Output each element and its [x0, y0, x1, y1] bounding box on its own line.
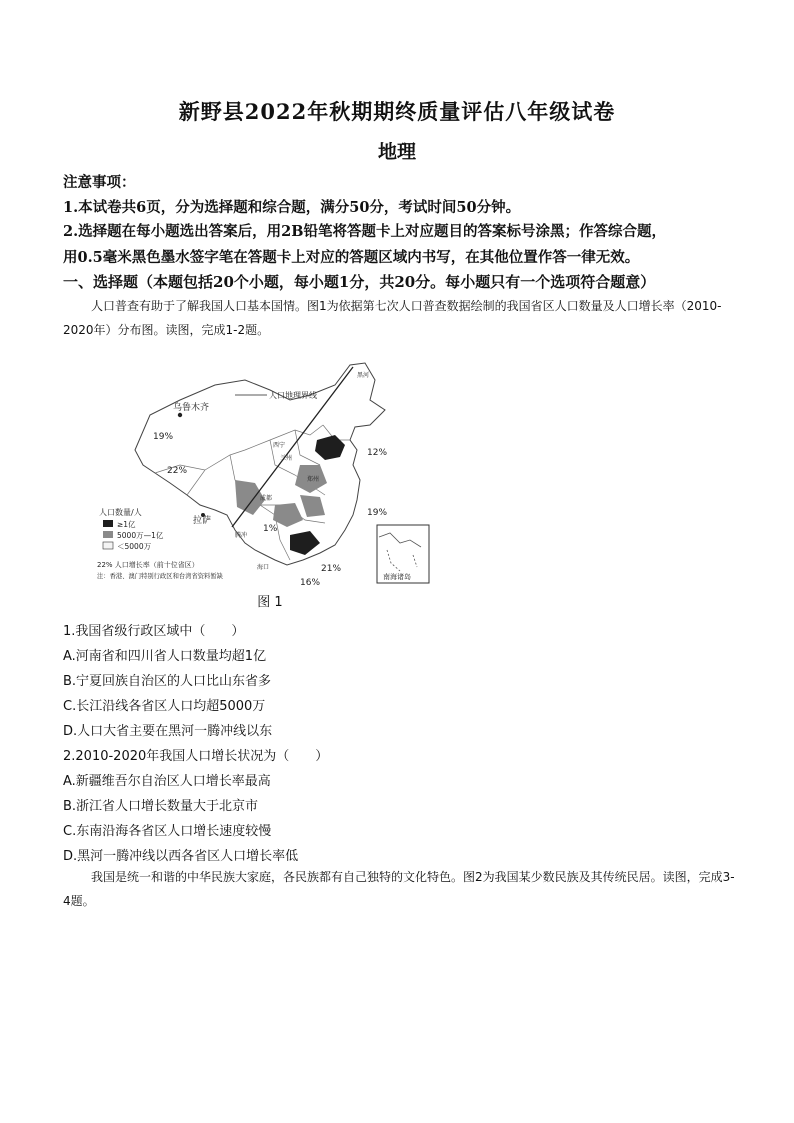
question-2-stem: 2.2010-2020年我国人口增长状况为（ ） — [63, 749, 329, 764]
china-outline — [135, 363, 388, 565]
label-urumqi: 乌鲁木齐 — [173, 403, 210, 413]
legend-swatch-low — [103, 542, 113, 549]
label-lhasa: 拉萨 — [193, 516, 212, 526]
legend-high: ≥1亿 — [117, 520, 136, 529]
label-haikou: 海口 — [257, 564, 270, 571]
question-1-option-b: B.宁夏回族自治区的人口比山东省多 — [63, 674, 272, 689]
question-2-option-b: B.浙江省人口增长数量大于北京市 — [63, 799, 259, 814]
question-2-option-c: C.东南沿海各省区人口增长速度较慢 — [63, 824, 272, 839]
rate-22: 22% — [167, 466, 188, 476]
exam-subject: 地理 — [377, 141, 416, 163]
legend-low: ＜5000万 — [117, 542, 152, 551]
question-1-option-c: C.长江沿线各省区人口均超5000万 — [63, 699, 266, 714]
notice-item-2a: 2.选择题在每小题选出答案后，用2B铅笔将答题卡上对应题目的答案标号涂黑；作答综合题， — [63, 223, 666, 240]
question-1-stem: 1.我国省级行政区域中（ ） — [63, 624, 245, 639]
legend-swatch-mid — [103, 531, 113, 538]
label-lanzhou: 兰州 — [280, 455, 293, 462]
exam-title: 新野县2022年秋期期终质量评估八年级试卷 — [178, 99, 616, 124]
notice-item-2b: 用0.5毫米黑色墨水签字笔在答题卡上对应的答题区域内书写，在其他位置作答一律无效。 — [63, 249, 640, 266]
legend-title: 人口数量/人 — [99, 508, 142, 517]
legend-swatch-high — [103, 520, 113, 527]
figure-caption: 图 1 — [257, 595, 283, 610]
question-2-option-a: A.新疆维吾尔自治区人口增长率最高 — [63, 774, 271, 789]
line-label: 人口地理界线 — [269, 391, 317, 400]
intro-paragraph-1: 人口普查有助于了解我国人口基本国情。图1为依据第七次人口普查数据绘制的我国省区人口数量及人口增长率（2010-2020年）分布图。读图，完成1-2题。 — [63, 299, 722, 337]
urumqi-dot — [178, 413, 182, 417]
label-heihe: 黑河 — [357, 372, 370, 379]
label-tengchong: 腾冲 — [235, 532, 248, 539]
china-population-map — [95, 355, 435, 590]
legend-note: 注：香港、澳门特别行政区和台湾省资料暂缺 — [97, 573, 223, 580]
section-heading: 一、选择题（本题包括20个小题，每小题1分，共20分。每小题只有一个选项符合题意） — [63, 273, 656, 291]
label-south-sea: 南海诸岛 — [383, 573, 411, 581]
notice-heading: 注意事项： — [63, 174, 136, 191]
question-2-option-d: D.黑河一腾冲线以西各省区人口增长率低 — [63, 849, 299, 864]
rate-1: 1% — [263, 524, 278, 534]
label-chengdu: 成都 — [260, 495, 273, 502]
rate-12: 12% — [367, 448, 388, 458]
rate-21: 21% — [321, 564, 342, 574]
legend-mid: 5000万—1亿 — [117, 531, 164, 540]
rate-19a: 19% — [153, 432, 174, 442]
legend-rate: 22% 人口增长率（前十位省区） — [97, 561, 199, 569]
notice-item-1: 1.本试卷共6页，分为选择题和综合题，满分50分，考试时间50分钟。 — [63, 199, 521, 216]
label-zhengzhou: 郑州 — [307, 476, 320, 483]
intro-paragraph-2: 我国是统一和谐的中华民族大家庭，各民族都有自己独特的文化特色。图2为我国某少数民族及其传统民居。读图，完成3-4题。 — [63, 870, 735, 908]
rate-16: 16% — [300, 578, 321, 588]
question-1-option-d: D.人口大省主要在黑河一腾冲线以东 — [63, 724, 273, 739]
rate-19b: 19% — [367, 508, 388, 518]
question-1-option-a: A.河南省和四川省人口数量均超1亿 — [63, 649, 267, 664]
label-xining: 西宁 — [273, 442, 286, 449]
